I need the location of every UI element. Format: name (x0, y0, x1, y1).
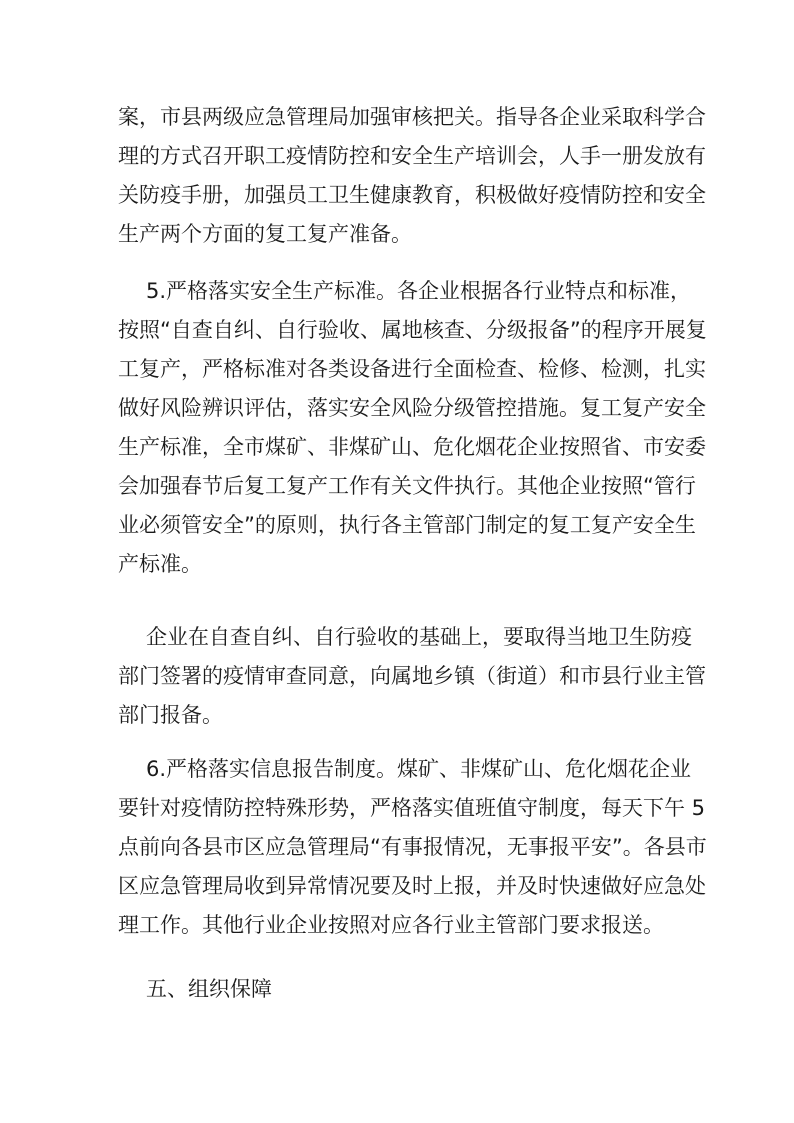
text-line: 部门签署的疫情审查同意，向属地乡镇（街道）和市县行业主管 (118, 664, 706, 688)
text-line: 要针对疫情防控特殊形势，严格落实值班值守制度，每天下午 5 (118, 796, 706, 820)
text-line: 做好风险辨识评估，落实安全风险分级管控措施。复工复产安全 (118, 396, 706, 420)
text-line: 生产标准，全市煤矿、非煤矿山、危化烟花企业按照省、市安委 (118, 435, 706, 459)
text-line: 区应急管理局收到异常情况要及时上报，并及时快速做好应急处 (118, 874, 706, 898)
text-line: 按照“自查自纠、自行验收、属地核查、分级报备”的程序开展复 (118, 318, 707, 342)
text-line: 关防疫手册，加强员工卫生健康教育，积极做好疫情防控和安全 (118, 183, 706, 207)
text-line: 生产两个方面的复工复产准备。 (118, 222, 412, 246)
text-line: 产标准。 (118, 552, 202, 576)
text-line: 5.严格落实安全生产标准。各企业根据各行业特点和标准， (146, 279, 692, 303)
text-line: 工复产，严格标准对各类设备进行全面检查、检修、检测，扎实 (118, 357, 706, 381)
section-heading (118, 970, 684, 1009)
text-line: 企业在自查自纠、自行验收的基础上，要取得当地卫生防疫 (146, 625, 692, 649)
paragraph (118, 750, 707, 945)
paragraph (118, 618, 706, 735)
text-line: 部门报备。 (118, 703, 223, 727)
text-line: 理工作。其他行业企业按照对应各行业主管部门要求报送。 (118, 913, 664, 937)
text-line: 理的方式召开职工疫情防控和安全生产培训会，人手一册发放有 (118, 144, 706, 168)
paragraph (118, 98, 706, 254)
text-line: 会加强春节后复工复产工作有关文件执行。其他企业按照“管行 (118, 474, 696, 498)
text-line: 点前向各县市区应急管理局“有事报情况，无事报平安”。各县市 (118, 835, 707, 859)
text-line: 6.严格落实信息报告制度。煤矿、非煤矿山、危化烟花企业 (146, 757, 692, 781)
text-line: 案，市县两级应急管理局加强审核把关。指导各企业采取科学合 (118, 105, 706, 129)
paragraph (118, 272, 707, 584)
heading-text: 五、组织保障 (146, 977, 272, 1001)
text-line: 业必须管安全”的原则，执行各主管部门制定的复工复产安全生 (118, 513, 696, 537)
